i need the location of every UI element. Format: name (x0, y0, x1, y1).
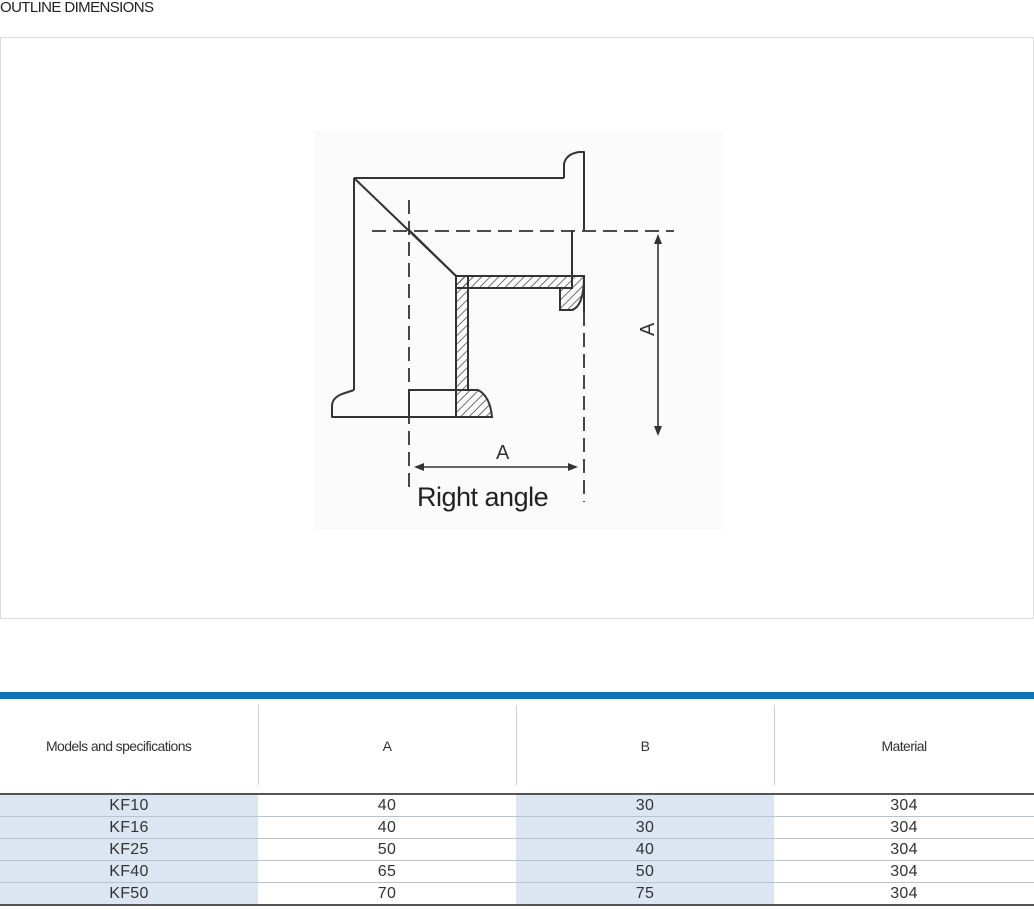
right-angle-elbow-drawing (314, 130, 724, 530)
cell-b: 30 (516, 817, 774, 839)
table-row (0, 794, 1034, 817)
specifications-table (0, 692, 1034, 906)
top-flange-outline (564, 152, 584, 230)
table-row (0, 817, 1034, 839)
cell-material: 304 (774, 817, 1034, 839)
cell-material: 304 (774, 794, 1034, 817)
header-models: Models and specifications (0, 696, 258, 795)
header-material: Material (774, 696, 1034, 795)
cell-a: 70 (258, 883, 516, 906)
cell-model: KF40 (0, 861, 258, 883)
table-header-row (0, 696, 1034, 795)
header-b: B (516, 696, 774, 795)
cell-b: 50 (516, 861, 774, 883)
cell-model: KF50 (0, 883, 258, 906)
hatched-vertical-wall (456, 276, 468, 390)
cell-a: 65 (258, 861, 516, 883)
cell-model: KF10 (0, 794, 258, 817)
bottom-flange-outline (332, 390, 409, 417)
table-row (0, 839, 1034, 861)
elbow-technical-drawing (314, 130, 724, 530)
cell-model: KF16 (0, 817, 258, 839)
dimension-label-horizontal: A (496, 442, 510, 464)
cell-material: 304 (774, 839, 1034, 861)
header-a: A (258, 696, 516, 795)
cell-material: 304 (774, 883, 1034, 906)
outline-figure-panel (0, 37, 1034, 619)
cell-material: 304 (774, 861, 1034, 883)
cell-b: 40 (516, 839, 774, 861)
figure-caption: Right angle (417, 482, 549, 512)
hatched-horizontal-wall (456, 276, 572, 288)
cell-a: 50 (258, 839, 516, 861)
table-row (0, 861, 1034, 883)
table-row (0, 883, 1034, 906)
cell-b: 30 (516, 794, 774, 817)
cell-b: 75 (516, 883, 774, 906)
hatched-bottom-flange-lip (456, 390, 492, 417)
section-title: OUTLINE DIMENSIONS (0, 0, 154, 16)
dimension-label-vertical: A (637, 322, 659, 336)
cell-a: 40 (258, 794, 516, 817)
cell-model: KF25 (0, 839, 258, 861)
cell-a: 40 (258, 817, 516, 839)
inner-miter-edge (409, 230, 564, 276)
